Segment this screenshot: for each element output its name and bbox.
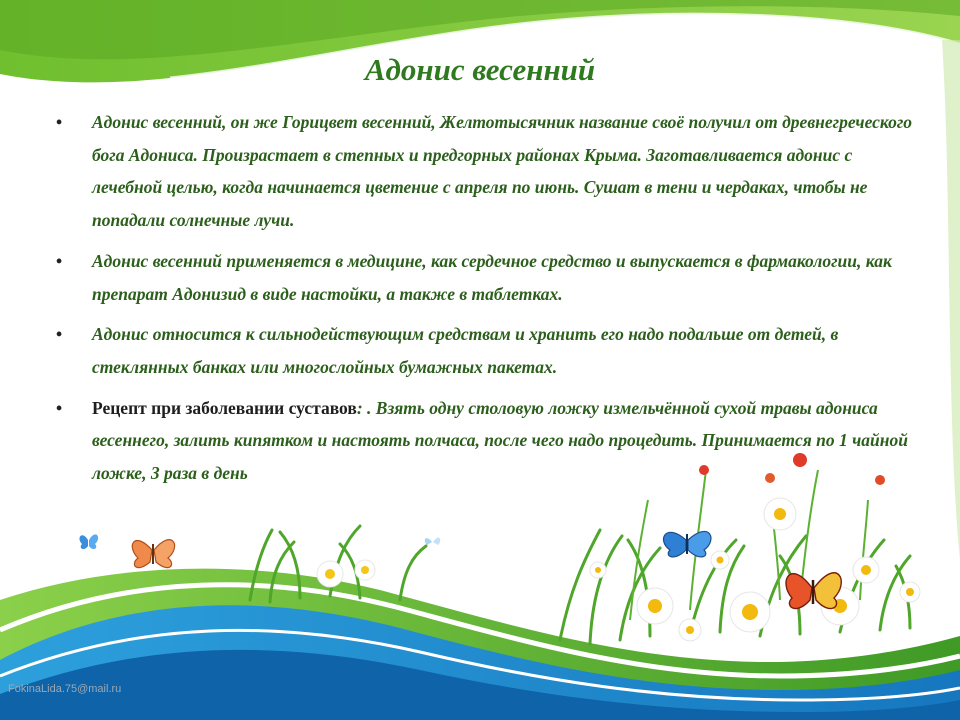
butterfly-red — [786, 573, 841, 609]
bullet-marker: • — [56, 324, 63, 345]
recipe-heading: Рецепт при заболевании суставов — [92, 397, 357, 418]
bullet-item — [50, 106, 918, 237]
bullet-marker: • — [56, 397, 63, 418]
bullet-text: Адонис весенний, он же Горицвет весенний, Желтотысячник название своё получил от древнегреческого бога Адониса. Произрастает в степных и предгорных районах Крыма. Заготавливается адонис с лечебной целью, когда начинается цветение с апреля по июнь. Сушат в тени и чердаках, чтобы не попадали солнечные лучи. — [92, 112, 913, 231]
bullet-text: : . Взять одну столовую ложку измельчённой сухой травы адониса весеннего, залить кипятком и настоять полчаса, после чего надо процедить. Принимается по 1 чайной ложке, 3 раза в день — [92, 397, 908, 484]
bullet-item — [50, 318, 918, 383]
bullet-marker: • — [56, 250, 63, 271]
butterfly-blue-small — [80, 534, 99, 549]
bullet-text: Адонис относится к сильнодействующим средствам и хранить его надо подальше от детей, в стеклянных банках или многослойных бумажных пакетах. — [92, 324, 839, 377]
bullet-item — [50, 392, 918, 490]
author-watermark: FokinaLida.75@mail.ru — [8, 683, 122, 695]
butterfly-orange — [132, 540, 174, 568]
bullet-list — [50, 106, 918, 498]
butterfly-pale — [425, 538, 441, 545]
bullet-marker: • — [56, 112, 63, 132]
slide-title: Адонис весенний — [364, 52, 596, 87]
butterfly-blue — [663, 531, 710, 556]
right-edge-wave — [942, 40, 960, 560]
bullet-item — [50, 245, 918, 310]
bullet-text: Адонис весенний применяется в медицине, как сердечное средство и выпускается в фармакологии, как препарат Адонизид в виде настойки, а также в таблетках. — [92, 250, 892, 304]
